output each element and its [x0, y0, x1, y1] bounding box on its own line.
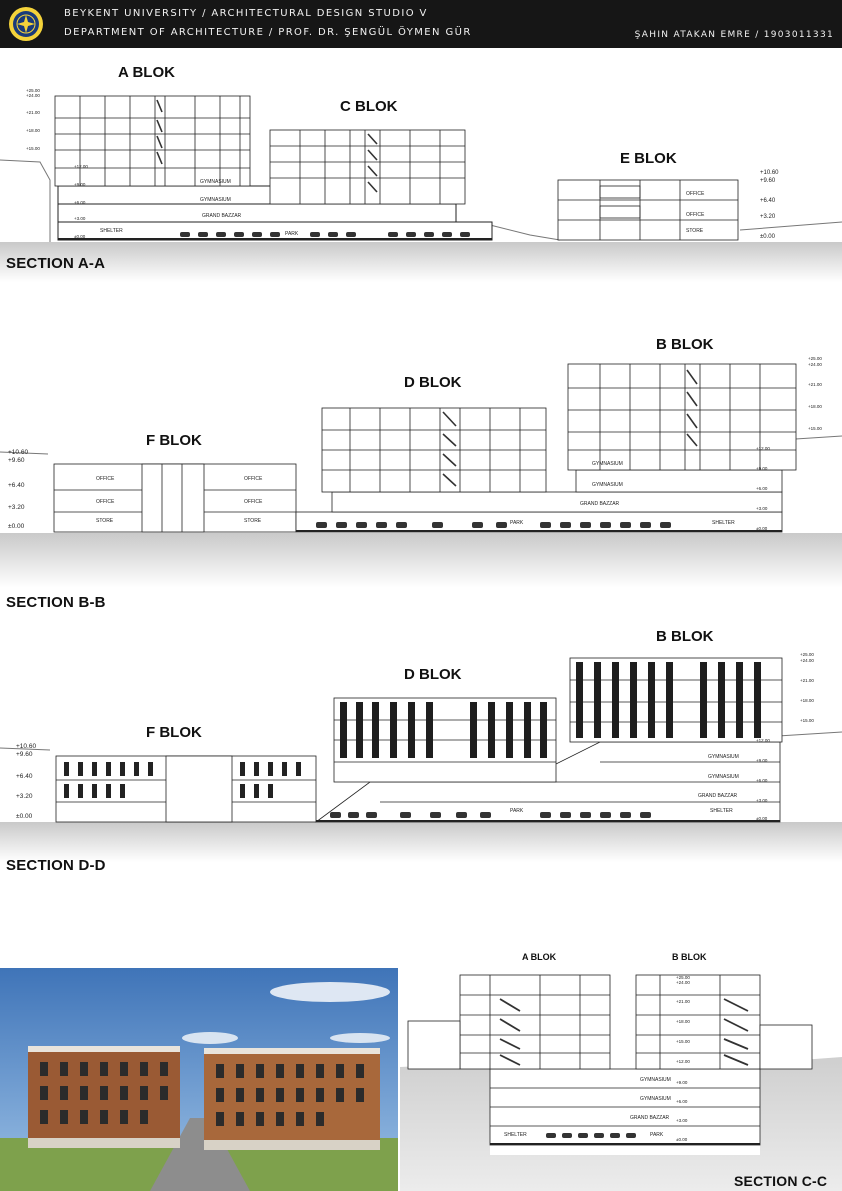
c-blok-section	[270, 130, 465, 204]
level-mark: +21.00	[26, 110, 40, 115]
level-mark: +15.00	[676, 1039, 690, 1044]
room-label: OFFICE	[244, 476, 263, 482]
d-blok-label: D BLOK	[404, 374, 462, 391]
level-mark: +9.60	[8, 457, 25, 464]
room-label: GRAND BAZZAR	[630, 1115, 670, 1121]
level-mark: +12.00	[756, 738, 770, 743]
level-mark: +18.00	[808, 404, 822, 409]
level-mark: +15.00	[800, 718, 814, 723]
level-mark: +18.00	[676, 1019, 690, 1024]
room-label: GRAND BAZZAR	[698, 793, 738, 799]
section-cc	[0, 945, 842, 1191]
a-blok-section	[55, 96, 250, 186]
level-mark: +25.00	[800, 652, 814, 657]
room-label: GRAND BAZZAR	[580, 501, 620, 507]
f-blok-label: F BLOK	[146, 432, 202, 449]
room-label: GYMNASIUM	[592, 461, 623, 467]
room-label: OFFICE	[244, 499, 263, 505]
level-mark: ±0.00	[16, 813, 33, 820]
level-mark: +25.00	[808, 356, 822, 361]
section-bb-title: SECTION B-B	[6, 594, 106, 611]
level-mark: +6.40	[8, 482, 25, 489]
level-mark: +6.40	[16, 773, 33, 780]
level-mark: +9.00	[676, 1080, 688, 1085]
room-label: STORE	[686, 228, 704, 234]
room-label: OFFICE	[96, 476, 115, 482]
level-mark: +25.00	[676, 975, 690, 980]
level-mark: +6.00	[74, 200, 86, 205]
room-label: PARK	[510, 808, 524, 814]
f-blok-label: F BLOK	[146, 724, 202, 741]
room-label: GYMNASIUM	[640, 1077, 671, 1083]
level-mark: +9.00	[756, 758, 768, 763]
level-mark: ±0.00	[676, 1137, 688, 1142]
level-mark: ±0.00	[756, 816, 768, 821]
level-mark: +24.00	[808, 362, 822, 367]
room-label: PARK	[510, 520, 524, 526]
level-mark: ±0.00	[74, 234, 86, 239]
room-label: STORE	[96, 518, 114, 524]
level-mark: +10.60	[8, 449, 29, 456]
level-mark: +6.00	[756, 778, 768, 783]
ground-shadow	[0, 533, 842, 588]
level-mark: +3.00	[756, 506, 768, 511]
section-bb-drawing	[0, 330, 842, 615]
cc-b-blok	[636, 975, 812, 1069]
section-dd-drawing	[0, 622, 842, 880]
level-mark: +15.00	[808, 426, 822, 431]
cc-a-blok	[408, 975, 610, 1069]
level-mark: +9.00	[74, 182, 86, 187]
section-bb	[0, 330, 842, 615]
section-aa-title: SECTION A-A	[6, 255, 106, 272]
cc-b-blok-label: B BLOK	[672, 952, 707, 962]
level-mark: +10.60	[760, 170, 779, 176]
level-mark: +15.00	[26, 146, 40, 151]
level-mark: +3.20	[8, 504, 25, 511]
b-blok-elevation	[570, 658, 782, 742]
section-aa	[0, 50, 842, 295]
section-cc-title: SECTION C-C	[734, 1173, 828, 1189]
ground-shadow	[0, 242, 842, 282]
e-blok-section	[558, 180, 738, 240]
section-dd	[0, 622, 842, 880]
level-mark: +21.00	[676, 999, 690, 1004]
room-label: GRAND BAZZAR	[202, 213, 242, 219]
e-blok-label: E BLOK	[620, 150, 677, 167]
b-blok-label: B BLOK	[656, 628, 714, 645]
section-cc-drawing	[0, 945, 842, 1191]
room-label: OFFICE	[96, 499, 115, 505]
level-mark: +6.00	[676, 1099, 688, 1104]
level-mark: ±0.00	[8, 523, 25, 530]
level-mark: +10.60	[16, 743, 37, 750]
level-mark: +3.20	[16, 793, 33, 800]
level-mark: +3.00	[676, 1118, 688, 1123]
room-label: GYMNASIUM	[592, 482, 623, 488]
ground-shadow	[0, 822, 842, 862]
room-label: PARK	[650, 1132, 664, 1138]
room-label: PARK	[285, 231, 299, 237]
level-mark: +18.00	[800, 698, 814, 703]
section-aa-drawing	[0, 50, 842, 295]
university-studio-title: BEYKENT UNIVERSITY / ARCHITECTURAL DESIGN STUDIO V	[64, 8, 428, 19]
b-blok-label: B BLOK	[656, 336, 714, 353]
level-mark: +12.00	[676, 1059, 690, 1064]
author-id: ŞAHIN ATAKAN EMRE / 1903011331	[634, 30, 834, 40]
room-label: GYMNASIUM	[708, 754, 739, 760]
cc-a-blok-label: A BLOK	[522, 952, 557, 962]
level-mark: +24.00	[676, 980, 690, 985]
level-mark: +24.00	[26, 93, 40, 98]
level-mark: +3.00	[74, 216, 86, 221]
level-mark: +9.60	[16, 751, 33, 758]
room-label: OFFICE	[686, 212, 705, 218]
level-mark: +21.00	[800, 678, 814, 683]
level-mark: ±0.00	[756, 526, 768, 531]
level-mark: +3.00	[756, 798, 768, 803]
level-mark: +21.00	[808, 382, 822, 387]
room-label: SHELTER	[100, 228, 123, 234]
level-mark: +12.00	[74, 164, 88, 169]
room-label: GYMNASIUM	[640, 1096, 671, 1102]
level-mark: +6.00	[756, 486, 768, 491]
d-blok-label: D BLOK	[404, 666, 462, 683]
department-professor: DEPARTMENT OF ARCHITECTURE / PROF. DR. ŞENGÜL ÖYMEN GÜR	[64, 27, 472, 38]
title-bar	[0, 0, 842, 48]
university-seal-icon	[8, 6, 44, 42]
c-blok-label: C BLOK	[340, 98, 398, 115]
room-label: SHELTER	[504, 1132, 527, 1138]
level-mark: +9.60	[760, 178, 776, 184]
d-blok-section	[322, 408, 546, 492]
room-label: GYMNASIUM	[200, 197, 231, 203]
room-label: GYMNASIUM	[200, 179, 231, 185]
a-blok-label: A BLOK	[118, 64, 175, 81]
b-blok-section	[568, 364, 796, 470]
level-mark: +25.00	[26, 88, 40, 93]
level-mark: ±0.00	[760, 234, 775, 240]
level-mark: +3.20	[760, 214, 776, 220]
room-label: SHELTER	[710, 808, 733, 814]
level-mark: +12.00	[756, 446, 770, 451]
level-mark: +6.40	[760, 198, 776, 204]
cc-podium	[490, 1069, 760, 1145]
room-label: STORE	[244, 518, 262, 524]
room-label: SHELTER	[712, 520, 735, 526]
room-label: GYMNASIUM	[708, 774, 739, 780]
d-blok-elevation	[334, 698, 556, 782]
section-dd-title: SECTION D-D	[6, 857, 106, 874]
level-mark: +18.00	[26, 128, 40, 133]
level-mark: +9.00	[756, 466, 768, 471]
room-label: OFFICE	[686, 191, 705, 197]
level-mark: +24.00	[800, 658, 814, 663]
